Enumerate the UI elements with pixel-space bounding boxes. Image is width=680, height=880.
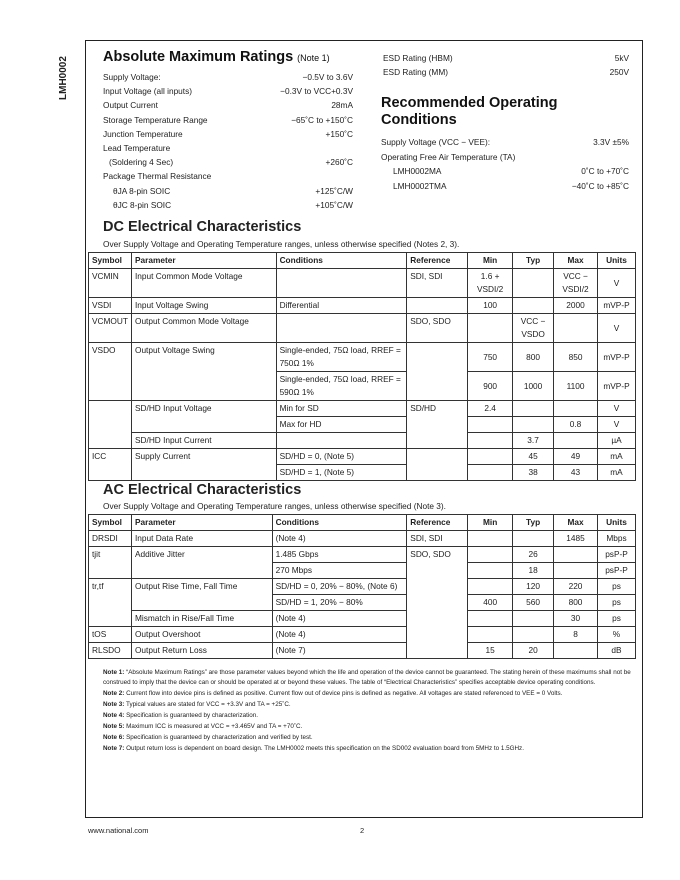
cell-units: V (598, 417, 636, 433)
cell-typ: VCC − VSDO (513, 314, 554, 343)
cell-conditions: SD/HD = 0, (Note 5) (276, 449, 407, 465)
cell-conditions (276, 314, 407, 343)
cell-symbol: DRSDI (89, 531, 132, 547)
table-row (89, 579, 636, 595)
cell-conditions: SD/HD = 1, (Note 5) (276, 465, 407, 481)
part-number-side-label: LMH0002 (58, 56, 69, 100)
cell-min (468, 563, 513, 579)
cell-units: Mbps (597, 531, 635, 547)
cell-reference: SDO, SDO (407, 314, 468, 343)
cell-min (468, 531, 513, 547)
dc-table (88, 252, 636, 481)
cell-parameter: Supply Current (131, 449, 276, 481)
cell-units: V (598, 269, 636, 298)
cell-parameter: SD/HD Input Current (131, 433, 276, 449)
header-min: Min (468, 515, 513, 531)
header-units: Units (597, 515, 635, 531)
cell-conditions: 1.485 Gbps (272, 547, 407, 563)
cell-max: 2000 (554, 298, 598, 314)
cell-conditions: Min for SD (276, 401, 407, 417)
cell-conditions: (Note 7) (272, 643, 407, 659)
page-number: 2 (360, 826, 365, 835)
cell-parameter: Output Common Mode Voltage (131, 314, 276, 343)
absolute-maximum-ratings (103, 49, 353, 212)
cell-conditions: SD/HD = 1, 20% − 80% (272, 595, 407, 611)
cell-typ: 800 (513, 343, 554, 372)
cell-typ (513, 401, 554, 417)
amr-row: (Soldering 4 Sec) +260˚C (109, 157, 353, 168)
amr-row: Supply Voltage: −0.5V to 3.6V (103, 72, 353, 82)
cell-symbol: RLSDO (89, 643, 132, 659)
cell-min (468, 465, 513, 481)
cell-typ: 1000 (513, 372, 554, 401)
cell-max: 1485 (554, 531, 598, 547)
ac-title: AC Electrical Characteristics (103, 482, 302, 498)
header-max: Max (554, 253, 598, 269)
cell-max (554, 401, 598, 417)
amr-row: θJA 8-pin SOIC +125˚C/W (113, 185, 353, 196)
cell-typ (513, 298, 554, 314)
table-row (89, 343, 636, 372)
cell-min: 750 (468, 343, 513, 372)
cell-parameter: Output Return Loss (131, 643, 272, 659)
note-item: Note 5: Maximum ICC is measured at VCC = +3.465V and TA = +70˚C. (103, 722, 303, 730)
cell-symbol: tOS (89, 627, 132, 643)
table-row (89, 298, 636, 314)
cell-typ (513, 627, 554, 643)
header-conditions: Conditions (276, 253, 407, 269)
roc-row: LMH0002TMA −40˚C to +85˚C (393, 180, 629, 191)
cell-parameter: Output Overshoot (131, 627, 272, 643)
header-typ: Typ (513, 253, 554, 269)
cell-reference: SDI, SDI (407, 269, 468, 298)
cell-parameter: SD/HD Input Voltage (131, 401, 276, 433)
cell-max: 43 (554, 465, 598, 481)
cell-max: 0.8 (554, 417, 598, 433)
footer-website: www.national.com (88, 826, 149, 835)
cell-conditions: Max for HD (276, 417, 407, 433)
cell-min: 900 (468, 372, 513, 401)
cell-min: 15 (468, 643, 513, 659)
table-row (89, 531, 636, 547)
esd-row: ESD Rating (HBM) 5kV (383, 53, 629, 63)
cell-typ (513, 417, 554, 433)
cell-units: psP-P (597, 563, 635, 579)
cell-typ: 3.7 (513, 433, 554, 449)
cell-typ: 38 (513, 465, 554, 481)
amr-row: Package Thermal Resistance (103, 171, 212, 182)
cell-parameter: Output Rise Time, Fall Time (131, 579, 272, 611)
cell-conditions: Differential (276, 298, 407, 314)
cell-max (554, 314, 598, 343)
roc-title: Recommended Operating Conditions (381, 95, 558, 128)
cell-symbol: VSDO (89, 343, 132, 401)
cell-conditions (276, 433, 407, 449)
cell-typ (513, 269, 554, 298)
cell-reference: SDO, SDO (407, 547, 468, 659)
cell-reference: SD/HD (407, 401, 468, 449)
cell-units: mA (598, 449, 636, 465)
dc-subtitle: Over Supply Voltage and Operating Temperature ranges, unless otherwise specified (Notes 2, 3). (103, 239, 460, 249)
esd-ratings (383, 51, 629, 79)
cell-min (468, 611, 513, 627)
cell-parameter: Input Common Mode Voltage (131, 269, 276, 298)
header-symbol: Symbol (89, 515, 132, 531)
amr-row: Junction Temperature +150˚C (103, 128, 353, 139)
header-conditions: Conditions (272, 515, 407, 531)
cell-max (554, 547, 598, 563)
cell-units: dB (597, 643, 635, 659)
cell-min (468, 314, 513, 343)
header-symbol: Symbol (89, 253, 132, 269)
header-max: Max (554, 515, 598, 531)
amr-title: Absolute Maximum Ratings (Note 1) (103, 49, 330, 65)
cell-parameter: Mismatch in Rise/Fall Time (131, 611, 272, 627)
header-reference: Reference (407, 515, 468, 531)
cell-max (554, 433, 598, 449)
cell-reference: SDI, SDI (407, 531, 468, 547)
cell-conditions: Single-ended, 75Ω load, RREF = 590Ω 1% (276, 372, 407, 401)
notes (103, 668, 631, 755)
cell-symbol: tr,tf (89, 579, 132, 627)
cell-parameter: Input Voltage Swing (131, 298, 276, 314)
cell-conditions (276, 269, 407, 298)
cell-units: ps (597, 595, 635, 611)
cell-typ: 26 (513, 547, 554, 563)
header-min: Min (468, 253, 513, 269)
cell-typ: 18 (513, 563, 554, 579)
table-row (89, 449, 636, 465)
cell-parameter: Output Voltage Swing (131, 343, 276, 401)
cell-units: V (598, 314, 636, 343)
table-row (89, 547, 636, 563)
cell-typ: 120 (513, 579, 554, 595)
cell-typ: 560 (513, 595, 554, 611)
cell-units: V (598, 401, 636, 417)
cell-min (468, 433, 513, 449)
cell-reference (407, 298, 468, 314)
dc-title: DC Electrical Characteristics (103, 219, 302, 235)
cell-min (468, 449, 513, 465)
note-item: Note 3: Typical values are stated for VCC = +3.3V and TA = +25˚C. (103, 700, 291, 708)
header-typ: Typ (513, 515, 554, 531)
cell-max: 800 (554, 595, 598, 611)
table-row (89, 433, 636, 449)
table-row (89, 611, 636, 627)
cell-symbol: VCMOUT (89, 314, 132, 343)
cell-symbol: VSDI (89, 298, 132, 314)
cell-typ: 45 (513, 449, 554, 465)
roc-row: Operating Free Air Temperature (TA) (381, 151, 516, 162)
cell-units: mVP-P (598, 372, 636, 401)
amr-row: θJC 8-pin SOIC +105˚C/W (113, 199, 353, 210)
cell-conditions: (Note 4) (272, 627, 407, 643)
amr-row: Output Current 28mA (103, 100, 353, 111)
table-row (89, 314, 636, 343)
cell-typ (513, 531, 554, 547)
cell-max: 30 (554, 611, 598, 627)
cell-units: mVP-P (598, 343, 636, 372)
cell-symbol: ICC (89, 449, 132, 481)
cell-max (554, 563, 598, 579)
cell-symbol: VCMIN (89, 269, 132, 298)
cell-min (468, 579, 513, 595)
cell-min (468, 627, 513, 643)
header-parameter: Parameter (131, 515, 272, 531)
cell-conditions: (Note 4) (272, 611, 407, 627)
cell-min: 1.6 + VSDI/2 (468, 269, 513, 298)
cell-units: µA (598, 433, 636, 449)
cell-symbol (89, 401, 132, 449)
note-item: Note 2: Current flow into device pins is defined as positive. Current flow out of device pins is defined as negative. All voltages are stated referenced to VEE = 0 Volts. (103, 689, 563, 697)
cell-parameter: Additive Jitter (131, 547, 272, 579)
amr-row: Input Voltage (all inputs) −0.3V to VCC+0.3V (103, 86, 353, 97)
cell-symbol: tjit (89, 547, 132, 579)
cell-units: mVP-P (598, 298, 636, 314)
cell-units: ps (597, 579, 635, 595)
cell-reference (407, 449, 468, 481)
header-reference: Reference (407, 253, 468, 269)
cell-min (468, 417, 513, 433)
cell-conditions: 270 Mbps (272, 563, 407, 579)
cell-min: 100 (468, 298, 513, 314)
ac-table (88, 514, 636, 659)
cell-min: 2.4 (468, 401, 513, 417)
recommended-operating-conditions (381, 95, 629, 193)
ac-subtitle: Over Supply Voltage and Operating Temperature ranges, unless otherwise specified (Note 3). (103, 501, 446, 511)
cell-conditions: (Note 4) (272, 531, 407, 547)
header-parameter: Parameter (131, 253, 276, 269)
cell-typ (513, 611, 554, 627)
cell-typ: 20 (513, 643, 554, 659)
cell-max: 8 (554, 627, 598, 643)
table-header-row (89, 515, 636, 531)
note-item: Note 1: “Absolute Maximum Ratings” are those parameter values beyond which the life and operation of the device cannot be guaranteed. The stating herein of these maximums shall not be construed to imply that the device can or should be operated at or beyond these values. The table of “Electrical Characteristics” specifies acceptable device operating conditions. (103, 669, 631, 686)
cell-conditions: Single-ended, 75Ω load, RREF = 750Ω 1% (276, 343, 407, 372)
table-row (89, 627, 636, 643)
cell-max: 49 (554, 449, 598, 465)
roc-row: Supply Voltage (VCC − VEE): 3.3V ±5% (381, 137, 629, 147)
table-row (89, 401, 636, 417)
cell-reference (407, 343, 468, 401)
cell-units: mA (598, 465, 636, 481)
table-header-row (89, 253, 636, 269)
table-row (89, 269, 636, 298)
cell-min (468, 547, 513, 563)
cell-conditions: SD/HD = 0, 20% − 80%, (Note 6) (272, 579, 407, 595)
cell-max: VCC − VSDI/2 (554, 269, 598, 298)
note-item: Note 6: Specification is guaranteed by characterization and verified by test. (103, 734, 313, 742)
note-item: Note 7: Output return loss is dependent on board design. The LMH0002 meets this specification on the SD002 evaluation board from 5MHz to 1.5GHz. (103, 745, 524, 753)
table-row (89, 643, 636, 659)
cell-max (554, 643, 598, 659)
cell-max: 220 (554, 579, 598, 595)
amr-row: Storage Temperature Range −65˚C to +150˚C (103, 114, 353, 125)
roc-row: LMH0002MA 0˚C to +70˚C (393, 166, 629, 176)
note-item: Note 4: Specification is guaranteed by characterization. (103, 711, 259, 719)
cell-parameter: Input Data Rate (131, 531, 272, 547)
cell-max: 850 (554, 343, 598, 372)
cell-min: 400 (468, 595, 513, 611)
cell-max: 1100 (554, 372, 598, 401)
cell-units: psP-P (597, 547, 635, 563)
amr-row: Lead Temperature (103, 143, 171, 154)
cell-units: % (597, 627, 635, 643)
esd-row: ESD Rating (MM) 250V (383, 67, 629, 78)
cell-units: ps (597, 611, 635, 627)
header-units: Units (598, 253, 636, 269)
